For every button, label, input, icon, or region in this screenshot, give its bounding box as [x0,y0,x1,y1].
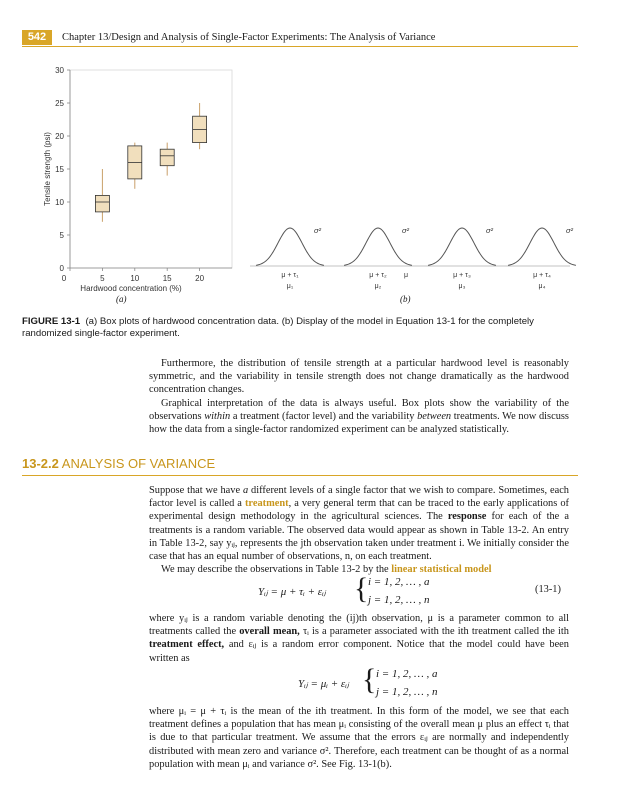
p2-text-c: treatments. We now discuss how the data from a single-factor randomized experiment can be analyzed statistically. [149,410,569,436]
paragraph-5 [149,612,569,665]
p3-a-italic: a [242,485,249,496]
p3-text-c: , a very general term that can be traced to the early applications of experimental design methodology in the agricultural sciences. The [149,498,569,523]
p3-text-d: for each of the a treatments is a random variable. The observed data would appear as shown in Table 13-2. An entry in Table 13-2, say yᵢⱼ, represents the jth observation taken under treatment i. We initially consider the case that has an equal number of observations, n, on each treatment. [149,511,569,563]
box-4 [193,103,207,149]
curve-bottom-label: μ₁ [286,283,294,290]
eq1-case1: i = 1, 2, … , a [368,576,430,588]
curve-top-label: μ + τ₂ [369,272,387,279]
sigma-label: σ² [566,226,574,235]
model-curves [250,210,574,295]
p3-response-term: response [447,511,487,523]
p3-text-a: Suppose that we have [149,485,243,496]
boxplot-chart [0,58,240,303]
body-bottom [149,705,569,771]
caption-label: FIGURE 13-1 [22,316,81,327]
sigma-label: σ² [402,226,410,235]
y-tick-label: 25 [55,99,64,108]
box-2 [128,143,142,189]
sigma-label: σ² [314,226,322,235]
section-rule [22,475,578,476]
curve-top-label: μ + τ₄ [533,272,551,279]
header-rule [22,46,578,47]
box-iqr [95,195,109,212]
paragraph-2 [149,397,569,437]
p4-text-a: We may describe the observations in Table 13-2 by the [161,564,392,576]
p3-treatment-term: treatment [244,498,289,510]
body-middle [149,484,569,576]
y-axis-label: Tensile strength (psi) [43,132,52,206]
panel-label-a: (a) [116,294,127,304]
p5-mean-term: overall mean, [239,626,300,638]
p2-within: within [204,410,231,422]
section-heading [22,456,215,471]
figure-caption [22,316,582,340]
p5-effect-term: treatment effect, [149,639,225,651]
box-3 [160,143,174,176]
caption-text: (a) Box plots of hardwood concentration data. (b) Display of the model in Equation 13-1 for the completely randomized single-factor experiment. [22,316,534,339]
x-tick-label: 20 [195,274,205,283]
eq1-lhs: Yᵢⱼ = μ + τᵢ + εᵢⱼ [258,586,326,598]
y-tick-label: 30 [55,66,64,75]
body-lower [149,612,569,665]
y-tick-label: 15 [55,165,64,174]
p2-text-b: a treatment (factor level) and the variability [230,410,418,422]
curve-top-label: μ + τ₃ [453,272,471,279]
x-tick-label: 5 [100,274,105,283]
p4-model-term: linear statistical model [391,564,492,576]
p2-text-a: Graphical interpretation of the data is always useful. Box plots show the variability of the observations [149,397,569,422]
y-tick-label: 0 [59,264,64,273]
sigma-label: σ² [486,226,494,235]
panel-label-b: (b) [400,294,411,304]
eq1-number: (13-1) [535,584,561,595]
section-title: ANALYSIS OF VARIANCE [61,456,216,471]
curve-bottom-label: μ₄ [538,283,546,290]
curve-bottom-label: μ₂ [374,283,382,290]
paragraph-1: Furthermore, the distribution of tensile strength at a particular hardwood level is reasonably symmetric, and the variability in tensile strength does not change dramatically as the hardwood concentration changes. [149,358,569,396]
paragraph-6: where μᵢ = μ + τᵢ is the mean of the ith treatment. In this form of the model, we see that each treatment defines a population that has mean μᵢ consisting of the overall mean μ plus an effect τᵢ that is due to that particular treatment. We assume that the errors εᵢⱼ are normally and independently distributed with mean zero and variance σ². Therefore, each treatment can be thought of as a normal population with mean μᵢ and variance σ². See Fig. 13-1(b). [149,706,569,770]
box-iqr [160,149,174,166]
eq2-case2: j = 1, 2, … , n [376,686,438,698]
x-tick-label: 10 [130,274,140,283]
paragraph-3 [149,484,569,563]
eq2-brace: { [362,663,377,696]
x-axis-label: Hardwood concentration (%) [80,284,182,293]
plot-frame [70,70,232,268]
mu-label: μ [403,272,409,279]
x-tick-label: 15 [162,274,172,283]
eq2-case1: i = 1, 2, … , a [376,668,438,680]
x-tick-label: 0 [61,274,67,283]
running-head: Chapter 13/Design and Analysis of Single-Factor Experiments: The Analysis of Variance [62,32,436,43]
page-number: 542 [22,30,52,45]
curve-bottom-label: μ₃ [458,283,466,290]
body-top [149,357,569,436]
p5-text-a: where yᵢⱼ is a random variable denoting the (ij)th observation, μ is a parameter common to all treatments called the [149,613,569,638]
y-tick-label: 5 [59,231,64,240]
eq1-brace: { [354,572,369,605]
section-number: 13-2.2 [22,456,59,471]
p5-text-c: and εᵢⱼ is a random error component. Notice that the model could have been written as [149,639,569,664]
curve-top-label: μ + τ₁ [281,272,299,279]
box-1 [95,169,109,222]
y-tick-label: 10 [55,198,64,207]
p5-text-b: τᵢ is a parameter associated with the ith treatment called the ith [299,626,569,638]
p3-text-b: different levels of a single factor that we wish to compare. Sometimes, each factor level is called a [149,485,569,510]
y-tick-label: 20 [55,132,64,141]
eq2-lhs: Yᵢⱼ = μᵢ + εᵢⱼ [298,678,349,690]
eq1-case2: j = 1, 2, … , n [368,594,430,606]
p2-between: between [417,410,452,422]
